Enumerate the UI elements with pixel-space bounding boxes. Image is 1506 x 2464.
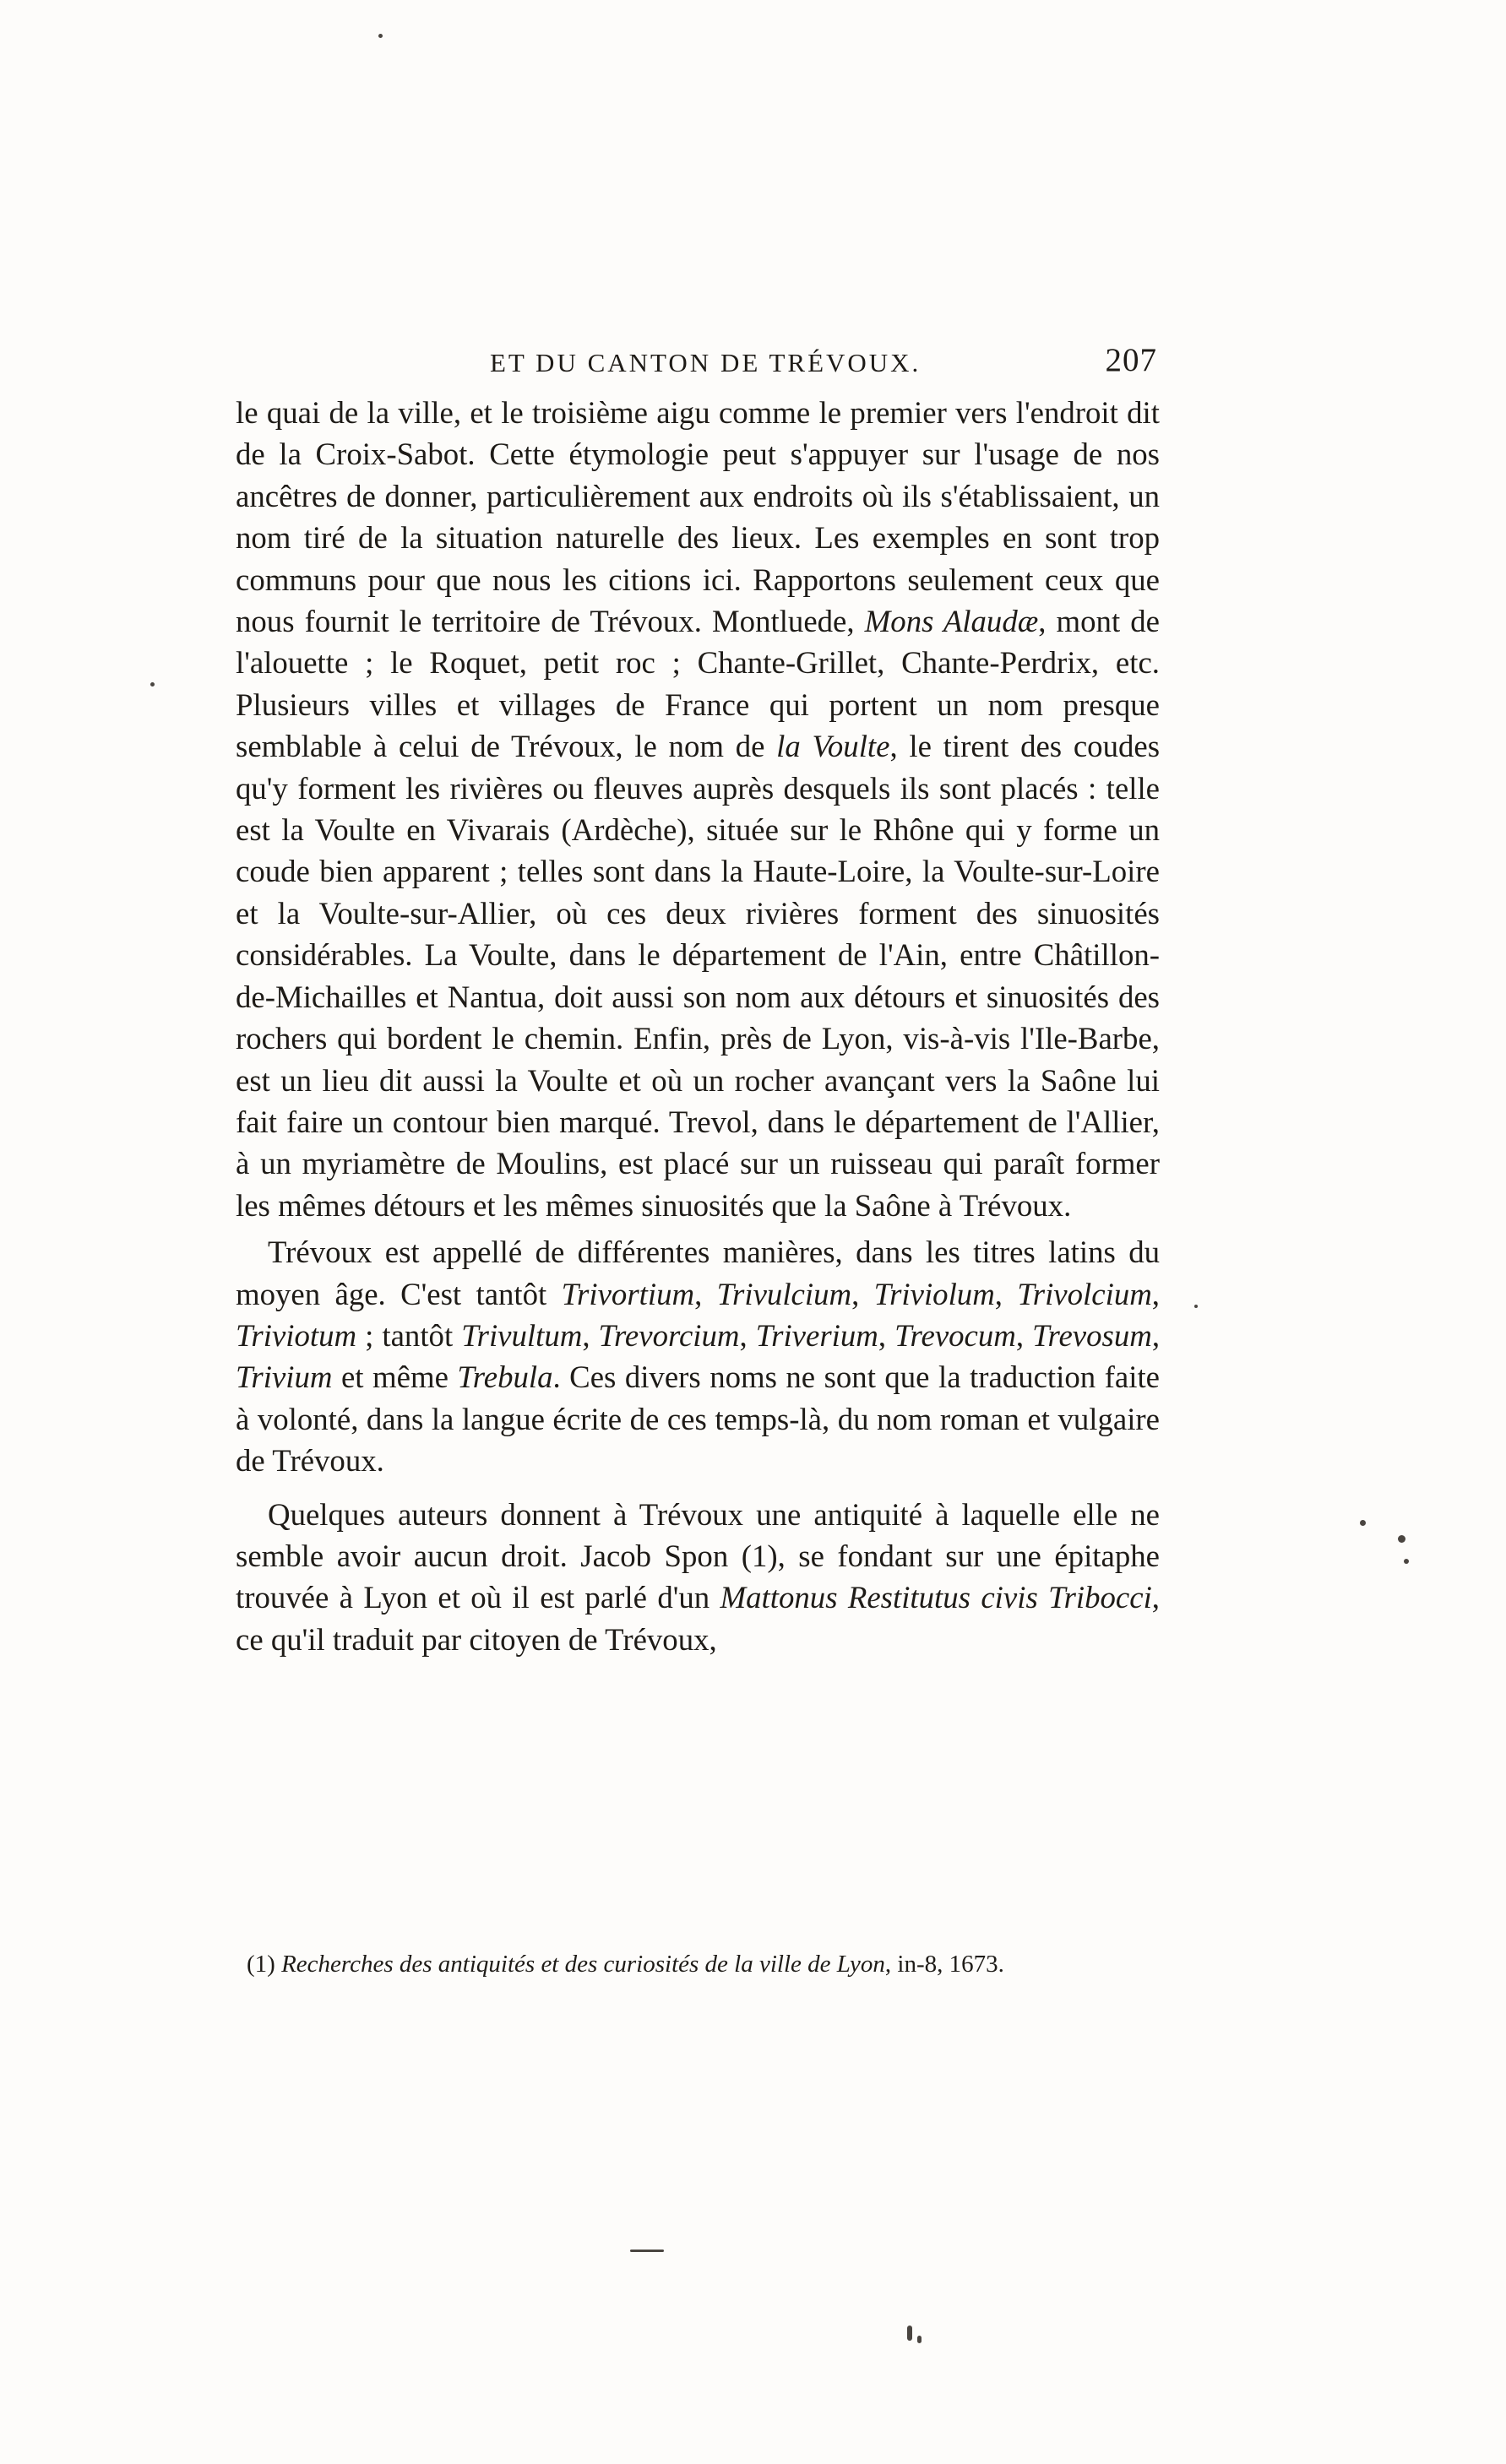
italic-text: Mattonus Restitutus civis Tribocci	[720, 1580, 1152, 1615]
text-run: , le tirent des coudes qu'y forment les rivières ou fleuves auprès desquels ils sont placés : telle est la Voulte en Vivarais (Ardèche), située sur le Rhône qui y forme un coude bien apparent ; telles sont dans la Haute-Loire, la Voulte-sur-Loire et la Voulte-sur-Allier, où ces deux rivières forment des sinuosités considérables. La Voulte, dans le département de l'Ain, entre Châtillon-de-Michailles et Nantua, doit aussi son nom aux détours et sinuosités des rochers qui bordent le chemin. Enfin, près de Lyon, vis-à-vis l'Ile-Barbe, est un lieu dit aussi la Voulte et où un rocher avançant vers la Saône lui fait faire un contour bien marqué. Trevol, dans le département de l'Allier, à un myriamètre de Moulins, est placé sur un ruisseau qui paraît former les mêmes détours et les mêmes sinuosités que la Saône à Trévoux.	[236, 729, 1161, 1223]
running-head	[237, 341, 1157, 392]
text-run: , ce qu'il traduit par citoyen de Trévoux,	[236, 1580, 1160, 1657]
running-title: ET DU CANTON DE TRÉVOUX.	[490, 348, 922, 377]
text-run: ,	[1151, 1317, 1161, 1353]
text-run: ; tantôt	[356, 1317, 462, 1353]
ink-speck	[1398, 1535, 1405, 1543]
text-run: , mont de l'alouette ; le Roquet, petit roc ; Chante-Grillet, Chante-Perdrix, etc. Plusieurs villes et villages de France qui portent un nom presque semblable à celui de Trévoux, le nom de	[236, 604, 1160, 764]
italic-text: Triverium	[755, 1317, 878, 1353]
text-run: ,	[582, 1317, 599, 1353]
ink-speck	[917, 2336, 922, 2343]
text-run: le quai de la ville, et le troisième aigu comme le premier vers l'endroit dit de la Croix-Sabot. Cette étymologie peut s'appuyer sur l'usage de nos ancêtres de donner, particulièrement aux endroits où ils s'établissaient, un nom tiré de la situation naturelle des lieux. Les exemples en sont trop communs pour que nous les citions ici. Rapportons seulement ceux que nous fournit le territoire de Trévoux. Montluede,	[236, 395, 1160, 639]
footnote-title: Recherches des antiquités et des curiosités de la ville de Lyon	[281, 1951, 885, 1978]
text-run: ,	[694, 1276, 717, 1311]
page-number: 207	[1105, 342, 1157, 378]
paragraph	[236, 392, 1160, 1226]
paragraph	[236, 1231, 1160, 1481]
paragraph	[236, 1494, 1160, 1661]
ink-speck	[907, 2326, 912, 2341]
text-run: ,	[851, 1276, 874, 1311]
italic-text: Trivulcium	[716, 1276, 852, 1311]
text-run: ,	[739, 1317, 756, 1353]
italic-text: Triviolum	[873, 1276, 995, 1311]
italic-text: Triviotum	[236, 1317, 357, 1353]
italic-text: la Voulte	[776, 729, 890, 764]
italic-text: Trevocum	[894, 1317, 1016, 1353]
text-run: ,	[1015, 1317, 1033, 1353]
text-run: ,	[878, 1317, 895, 1353]
text-run: et même	[332, 1360, 458, 1395]
text-run: . Ces divers noms ne sont que la traduction faite à volonté, dans la langue écrite de ces temps-là, du nom roman et vulgaire de Trévoux.	[236, 1360, 1160, 1479]
italic-text: Trivolcium	[1017, 1276, 1152, 1311]
italic-text: Mons Alaudæ	[864, 604, 1039, 639]
italic-text: Trebula	[457, 1360, 553, 1395]
italic-text: Trivium	[236, 1360, 333, 1395]
ink-speck	[630, 2250, 664, 2252]
text-run: Trévoux est appellé de différentes manières, dans les titres latins du moyen âge. C'est tantôt	[236, 1235, 1160, 1311]
ink-speck	[1404, 1559, 1409, 1564]
italic-text: Trevorcium	[598, 1317, 740, 1353]
footnote-details: , in-8, 1673.	[884, 1951, 1004, 1978]
footnote-marker: (1)	[247, 1951, 275, 1978]
ink-speck	[378, 34, 383, 38]
ink-speck	[1360, 1520, 1366, 1526]
footnote	[247, 1949, 1159, 1979]
text-run: Quelques auteurs donnent à Trévoux une antiquité à laquelle elle ne semble avoir aucun droit. Jacob Spon (1), se fondant sur une épitaphe trouvée à Lyon et où il est parlé d'un	[236, 1496, 1160, 1615]
italic-text: Trivultum	[461, 1317, 583, 1353]
body-text	[236, 392, 1160, 1660]
italic-text: Trevosum	[1032, 1317, 1152, 1353]
ink-speck	[1194, 1305, 1198, 1308]
text-run: ,	[994, 1276, 1018, 1311]
text-run: ,	[1151, 1276, 1160, 1311]
italic-text: Trivortium	[561, 1276, 695, 1311]
ink-speck	[150, 682, 155, 687]
